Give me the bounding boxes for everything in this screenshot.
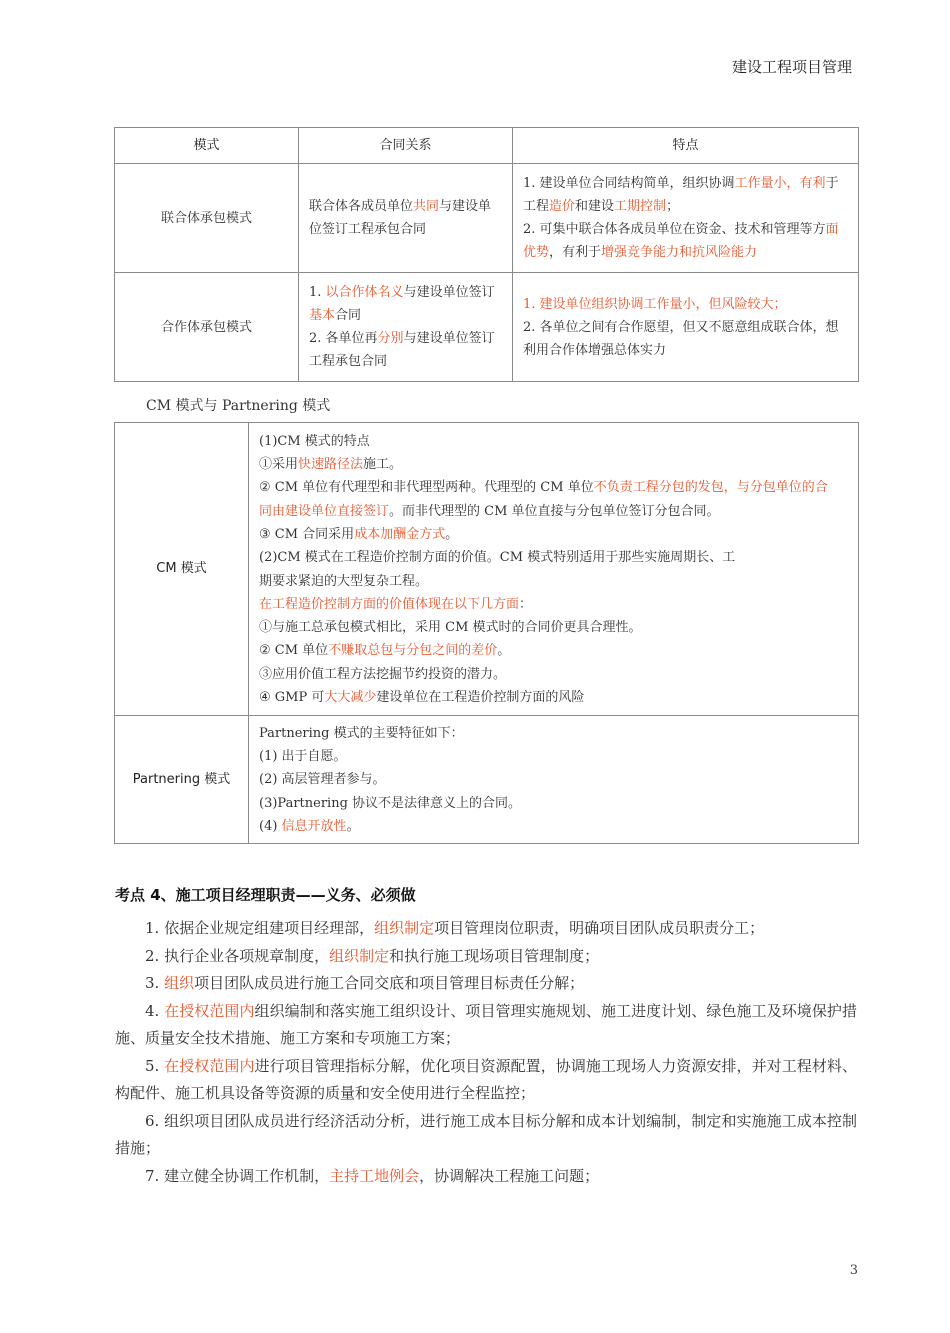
text-segment: 。 <box>445 526 459 542</box>
text-segment: 和建设 <box>575 199 615 214</box>
cm-mode-label: CM 模式 <box>115 423 249 716</box>
text-segment: ①采用 <box>259 457 299 473</box>
text-segment: 2. 执行企业各项规章制度， <box>145 946 330 965</box>
highlighted-text: 同由建设单位直接签订 <box>259 503 390 519</box>
text-segment: 于工程 <box>523 176 839 214</box>
column-header-features: 特点 <box>513 128 859 164</box>
text-segment: 和执行施工现场项目管理制度； <box>389 946 600 965</box>
list-item <box>115 943 857 971</box>
text-segment: 5. <box>145 1056 165 1075</box>
text-segment: 。 <box>497 643 511 659</box>
cm-partnering-table <box>114 422 859 844</box>
list-item <box>115 915 857 943</box>
table-row <box>115 423 859 716</box>
text-segment: 联合体各成员单位 <box>309 199 414 214</box>
content-line <box>259 430 848 453</box>
highlighted-text: 不赚取总包与分包之间的差价 <box>328 643 498 659</box>
text-segment: (3)Partnering 协议不是法律意义上的合同。 <box>259 795 522 811</box>
list-item <box>115 1053 857 1108</box>
table-header-row <box>115 128 859 164</box>
text-segment: ③ CM 合同采用 <box>259 526 355 542</box>
content-paragraph <box>523 316 848 362</box>
content-line <box>259 815 848 838</box>
content-line <box>259 500 848 523</box>
text-segment: 施工。 <box>363 457 403 473</box>
text-segment: 2. 各单位之间有合作愿望，但又不愿意组成联合体，想利用合作体增强总体实力 <box>523 319 839 358</box>
features-cell <box>513 164 859 273</box>
text-segment: ： <box>519 596 533 612</box>
highlighted-text: 组织制定 <box>374 919 435 937</box>
text-segment: 项目管理岗位职责，明确项目团队成员职责分工； <box>434 919 765 937</box>
list-item <box>115 970 857 998</box>
text-segment: 7. 建立健全协调工作机制， <box>145 1166 330 1185</box>
contract-cell <box>299 273 513 382</box>
text-segment: 项目团队成员进行施工合同交底和项目管理目标责任分解； <box>194 974 585 992</box>
list-item <box>115 1108 857 1163</box>
text-segment: Partnering 模式的主要特征如下： <box>259 725 464 741</box>
text-segment: (1)CM 模式的特点 <box>259 433 370 449</box>
content-line <box>259 722 848 745</box>
column-header-contract: 合同关系 <box>299 128 513 164</box>
highlighted-text: 大大减少 <box>324 689 377 705</box>
text-segment: 。而非代理型的 CM 单位直接与分包单位签订分包合同。 <box>389 503 720 519</box>
content-line <box>259 639 848 662</box>
highlighted-text: 成本加酬金方式 <box>354 526 446 542</box>
text-segment: ； <box>666 199 680 214</box>
text-segment: (1) 出于自愿。 <box>259 749 347 765</box>
content-line <box>259 570 848 593</box>
mode-cell: 联合体承包模式 <box>115 164 299 273</box>
highlighted-text: 1. 建设单位组织协调工作量小，但风险较大； <box>523 296 787 312</box>
mode-cell: 合作体承包模式 <box>115 273 299 382</box>
table-row <box>115 164 859 273</box>
content-line <box>259 593 848 616</box>
content-line <box>259 523 848 546</box>
contract-cell <box>299 164 513 273</box>
table-caption: CM 模式与 Partnering 模式 <box>146 398 331 414</box>
text-segment: ③应用价值工程方法挖掘节约投资的潜力。 <box>259 666 507 682</box>
text-segment: ，协调解决工程施工问题； <box>419 1166 600 1185</box>
header-title: 建设工程项目管理 <box>731 58 852 76</box>
highlighted-text: 在授权范围内 <box>164 1056 255 1075</box>
text-segment: (2)CM 模式在工程造价控制方面的价值。CM 模式特别适用于那些实施周期长、工 <box>259 550 736 566</box>
text-segment: 组织编制和落实施工组织设计、项目管理实施规划、施工进度计划、绿色施工及环境保护措施、质量安全技术措施、施工方案和专项施工方案； <box>115 1001 857 1047</box>
content-line <box>259 792 848 815</box>
highlighted-text: 在工程造价控制方面的价值体现在以下几方面 <box>259 596 520 612</box>
text-segment: 与建设单位签订 <box>403 285 495 300</box>
content-paragraph <box>309 281 502 327</box>
content-line <box>259 616 848 639</box>
highlighted-text: 工作量小，有利 <box>734 176 826 191</box>
list-item <box>115 998 857 1053</box>
highlighted-text: 在授权范围内 <box>164 1001 255 1020</box>
text-segment: (4) <box>259 818 282 834</box>
content-line <box>259 663 848 686</box>
text-segment: (2) 高层管理者参与。 <box>259 772 386 788</box>
text-segment: ，有利于 <box>549 245 602 260</box>
contract-mode-table <box>114 127 859 382</box>
cm-mode-content <box>249 423 859 716</box>
content-paragraph <box>523 172 848 218</box>
text-segment: 1. <box>309 285 326 300</box>
content-line <box>259 476 848 499</box>
highlighted-text: 增强竞争能力和抗风险能力 <box>601 245 758 260</box>
text-segment: 建设单位在工程造价控制方面的风险 <box>376 689 585 705</box>
highlighted-text: 分别 <box>377 331 404 346</box>
text-segment: ② CM 单位 <box>259 643 329 659</box>
highlighted-text: 快速路径法 <box>298 457 364 473</box>
partnering-mode-label: Partnering 模式 <box>115 716 249 844</box>
content-line <box>259 745 848 768</box>
text-segment: 与建设单位签订工程承包合同 <box>309 331 495 369</box>
text-segment: 3. <box>145 974 165 992</box>
text-segment: 1. 依据企业规定组建项目经理部， <box>145 919 375 937</box>
duty-list <box>115 915 857 1190</box>
highlighted-text: 基本 <box>309 308 336 323</box>
content-line <box>259 546 848 569</box>
table-row <box>115 716 859 844</box>
highlighted-text: 工期控制 <box>614 199 667 214</box>
content-paragraph <box>523 293 848 316</box>
features-cell <box>513 273 859 382</box>
text-segment: ①与施工总承包模式相比，采用 CM 模式时的合同价更具合理性。 <box>259 620 642 636</box>
content-line <box>259 768 848 791</box>
content-line <box>259 686 848 709</box>
text-segment: 与建设单位签订工程承包合同 <box>309 199 492 237</box>
highlighted-text: 不负责工程分包的发包，与分包单位的合 <box>593 480 828 496</box>
column-header-mode: 模式 <box>115 128 299 164</box>
content-paragraph <box>523 218 848 264</box>
list-item <box>115 1163 857 1191</box>
text-segment: 进行项目管理指标分解，优化项目资源配置，协调施工现场人力资源安排，并对工程材料、 构配件、施工机具设备等资源的质量和安全使用进行全程监控； <box>115 1056 857 1102</box>
highlighted-text: 以合作体名义 <box>325 285 404 300</box>
text-segment: ② CM 单位有代理型和非代理型两种。代理型的 CM 单位 <box>259 480 594 496</box>
highlighted-text: 面优势 <box>523 222 839 260</box>
text-segment: 2. 各单位再 <box>309 331 378 346</box>
partnering-mode-content <box>249 716 859 844</box>
text-segment: 。 <box>346 818 360 834</box>
text-segment: 4. <box>145 1001 165 1020</box>
text-segment: 期要求紧迫的大型复杂工程。 <box>259 573 429 589</box>
highlighted-text: 组织制定 <box>329 946 390 965</box>
content-line <box>259 453 848 476</box>
text-segment: 1. 建设单位合同结构简单，组织协调 <box>523 176 735 191</box>
table-row <box>115 273 859 382</box>
highlighted-text: 造价 <box>549 199 576 214</box>
section-title: 考点 4、施工项目经理职责——义务、必须做 <box>115 886 416 904</box>
highlighted-text: 组织 <box>164 974 195 992</box>
page-number: 3 <box>849 1263 858 1278</box>
highlighted-text: 信息开放性 <box>281 818 347 834</box>
highlighted-text: 主持工地例会 <box>329 1166 420 1185</box>
text-segment: 2. 可集中联合体各成员单位在资金、技术和管理等方 <box>523 222 826 237</box>
text-segment: 合同 <box>335 308 362 323</box>
highlighted-text: 共同 <box>413 199 440 214</box>
text-segment: ④ GMP 可 <box>259 689 325 705</box>
text-segment: 6. 组织项目团队成员进行经济活动分析，进行施工成本目标分解和成本计划编制，制定和实施施工成本控制措施； <box>115 1111 857 1157</box>
content-paragraph <box>309 327 502 373</box>
